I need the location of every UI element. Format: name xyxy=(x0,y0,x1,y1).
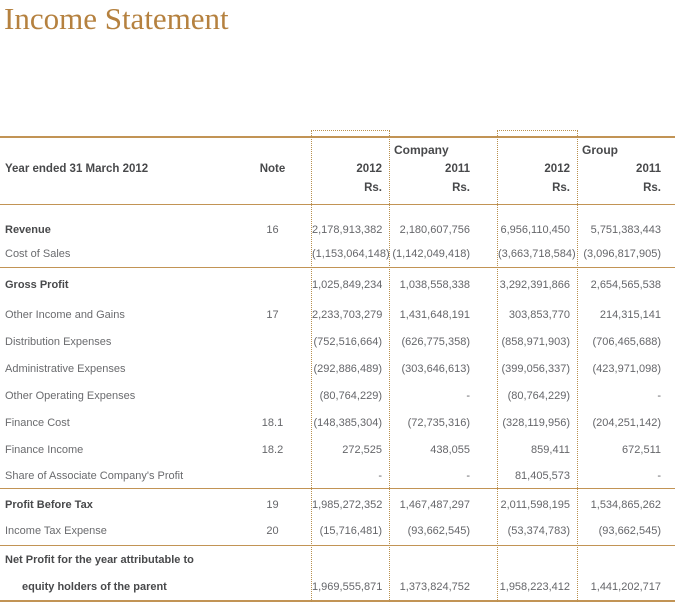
company-group-label: Company xyxy=(394,143,449,157)
company-2011-value: 1,467,487,297 xyxy=(399,499,470,511)
currency-unit: Rs. xyxy=(452,182,470,194)
group-group-label: Group xyxy=(582,143,618,157)
table-row-net-profit-caption xyxy=(0,546,675,574)
table-row-other-income xyxy=(0,301,675,328)
company-2011-value: 1,373,824,752 xyxy=(399,581,470,593)
table-row-gross-profit xyxy=(0,268,675,301)
row-note: 19 xyxy=(266,499,279,511)
year-header: 2012 xyxy=(544,163,570,175)
group-2011-value: (3,096,817,905) xyxy=(583,247,661,260)
table-row-finance-income xyxy=(0,436,675,463)
company-2011-value: (303,646,613) xyxy=(401,362,470,375)
company-2012-value: 1,985,272,352 xyxy=(312,499,383,511)
company-2011-value: (1,142,049,418) xyxy=(392,247,470,260)
row-label: Revenue xyxy=(5,224,51,236)
row-note: 18.2 xyxy=(261,443,284,456)
table-row-revenue xyxy=(0,205,675,240)
group-2011-value: (706,465,688) xyxy=(592,335,661,348)
year-header: 2011 xyxy=(445,163,470,175)
group-2011-header xyxy=(578,138,675,198)
company-2012-value: (1,153,064,148) xyxy=(312,247,390,260)
year-ended-header: Year ended 31 March 2012 xyxy=(5,163,149,175)
group-2012-value: 6,956,110,450 xyxy=(500,224,570,236)
group-2012-value: 3,292,391,866 xyxy=(499,278,570,291)
company-2012-value: 2,178,913,382 xyxy=(312,224,383,236)
company-2011-value: 1,431,648,191 xyxy=(399,308,470,321)
currency-unit: Rs. xyxy=(643,182,661,194)
group-2011-value: 1,534,865,262 xyxy=(590,499,661,511)
company-2011-value: 2,180,607,756 xyxy=(399,224,470,236)
table-row-cost-of-sales xyxy=(0,240,675,268)
group-2012-value: (80,764,229) xyxy=(507,389,570,402)
group-label-spacer xyxy=(312,141,316,160)
row-note: 18.1 xyxy=(261,416,284,429)
row-label: Administrative Expenses xyxy=(5,362,126,375)
table-header xyxy=(0,136,675,205)
company-2011-value: (626,775,358) xyxy=(401,335,470,348)
group-2012-value: (858,971,903) xyxy=(501,335,570,348)
company-2012-value: 1,969,555,871 xyxy=(312,581,383,593)
group-2011-value: 2,654,565,538 xyxy=(590,278,661,291)
group-2012-value: 1,958,223,412 xyxy=(499,581,570,593)
row-label: Other Income and Gains xyxy=(5,308,125,321)
company-2012-value: (752,516,664) xyxy=(313,335,382,348)
company-2012-value: (292,886,489) xyxy=(313,362,382,375)
group-2012-value: (3,663,718,584) xyxy=(498,247,576,260)
company-2011-value: 438,055 xyxy=(430,443,470,456)
group-2012-value: 81,405,573 xyxy=(514,469,570,482)
company-2012-header xyxy=(312,138,390,198)
row-label: Other Operating Expenses xyxy=(5,389,136,402)
row-label: Income Tax Expense xyxy=(5,524,107,537)
company-2011-header xyxy=(390,138,478,198)
table-row-other-operating-expenses xyxy=(0,382,675,409)
table-row-distribution-expenses xyxy=(0,328,675,355)
company-2011-value: - xyxy=(466,469,470,482)
group-2012-value: (53,374,783) xyxy=(507,524,570,537)
group-2011-value: 214,315,141 xyxy=(599,308,661,321)
note-header: Note xyxy=(259,163,286,175)
group-2011-value: - xyxy=(657,389,661,402)
group-label-spacer xyxy=(498,141,502,160)
row-note: 17 xyxy=(266,308,279,321)
group-2012-value: (399,056,337) xyxy=(501,362,570,375)
row-note: 20 xyxy=(266,524,279,537)
company-2012-value: (15,716,481) xyxy=(319,524,382,537)
group-2012-value: (328,119,956) xyxy=(502,416,570,429)
company-2012-value: 272,525 xyxy=(342,443,382,456)
year-header: 2011 xyxy=(636,163,661,175)
group-2011-value: (204,251,142) xyxy=(592,416,661,429)
company-2011-value: 1,038,558,338 xyxy=(399,278,470,291)
table-row-income-tax-expense xyxy=(0,516,675,546)
group-2012-value: 303,853,770 xyxy=(508,308,570,321)
group-2012-value: 859,411 xyxy=(531,443,570,456)
table-row-equity-holders xyxy=(0,574,675,602)
group-2011-value: 1,441,202,717 xyxy=(590,581,661,593)
currency-unit: Rs. xyxy=(552,182,570,194)
group-2011-value: (93,662,545) xyxy=(598,524,661,537)
income-statement-table xyxy=(0,136,675,602)
company-2012-value: (148,385,304) xyxy=(313,416,382,429)
group-2011-value: - xyxy=(657,469,661,482)
group-2011-value: 672,511 xyxy=(622,443,661,456)
company-2012-value: - xyxy=(378,469,382,482)
group-2012-value: 2,011,598,195 xyxy=(500,499,570,511)
table-row-profit-before-tax xyxy=(0,489,675,516)
row-label: equity holders of the parent xyxy=(22,581,167,593)
row-note: 16 xyxy=(266,224,279,236)
company-2011-value: - xyxy=(466,389,470,402)
company-2011-value: (93,662,545) xyxy=(407,524,470,537)
row-label: Distribution Expenses xyxy=(5,335,112,348)
table-row-finance-cost xyxy=(0,409,675,436)
currency-unit: Rs. xyxy=(364,182,382,194)
group-2011-value: (423,971,098) xyxy=(592,362,661,375)
row-label: Cost of Sales xyxy=(5,247,71,260)
row-label: Gross Profit xyxy=(5,278,69,291)
page-title: Income Statement xyxy=(4,1,229,36)
row-label: Share of Associate Company's Profit xyxy=(5,469,184,482)
row-label: Profit Before Tax xyxy=(5,499,93,511)
company-2012-value: (80,764,229) xyxy=(319,389,382,402)
row-label: Finance Cost xyxy=(5,416,70,429)
company-2012-value: 1,025,849,234 xyxy=(312,278,383,291)
group-2012-header xyxy=(498,138,578,198)
row-label: Finance Income xyxy=(5,443,84,456)
group-2011-value: 5,751,383,443 xyxy=(590,224,661,236)
company-2011-value: (72,735,316) xyxy=(407,416,470,429)
row-label: Net Profit for the year attributable to xyxy=(5,554,194,566)
year-header: 2012 xyxy=(356,163,382,175)
company-2012-value: 2,233,703,279 xyxy=(312,308,383,321)
table-row-administrative-expenses xyxy=(0,355,675,382)
table-row-share-of-associate xyxy=(0,463,675,489)
